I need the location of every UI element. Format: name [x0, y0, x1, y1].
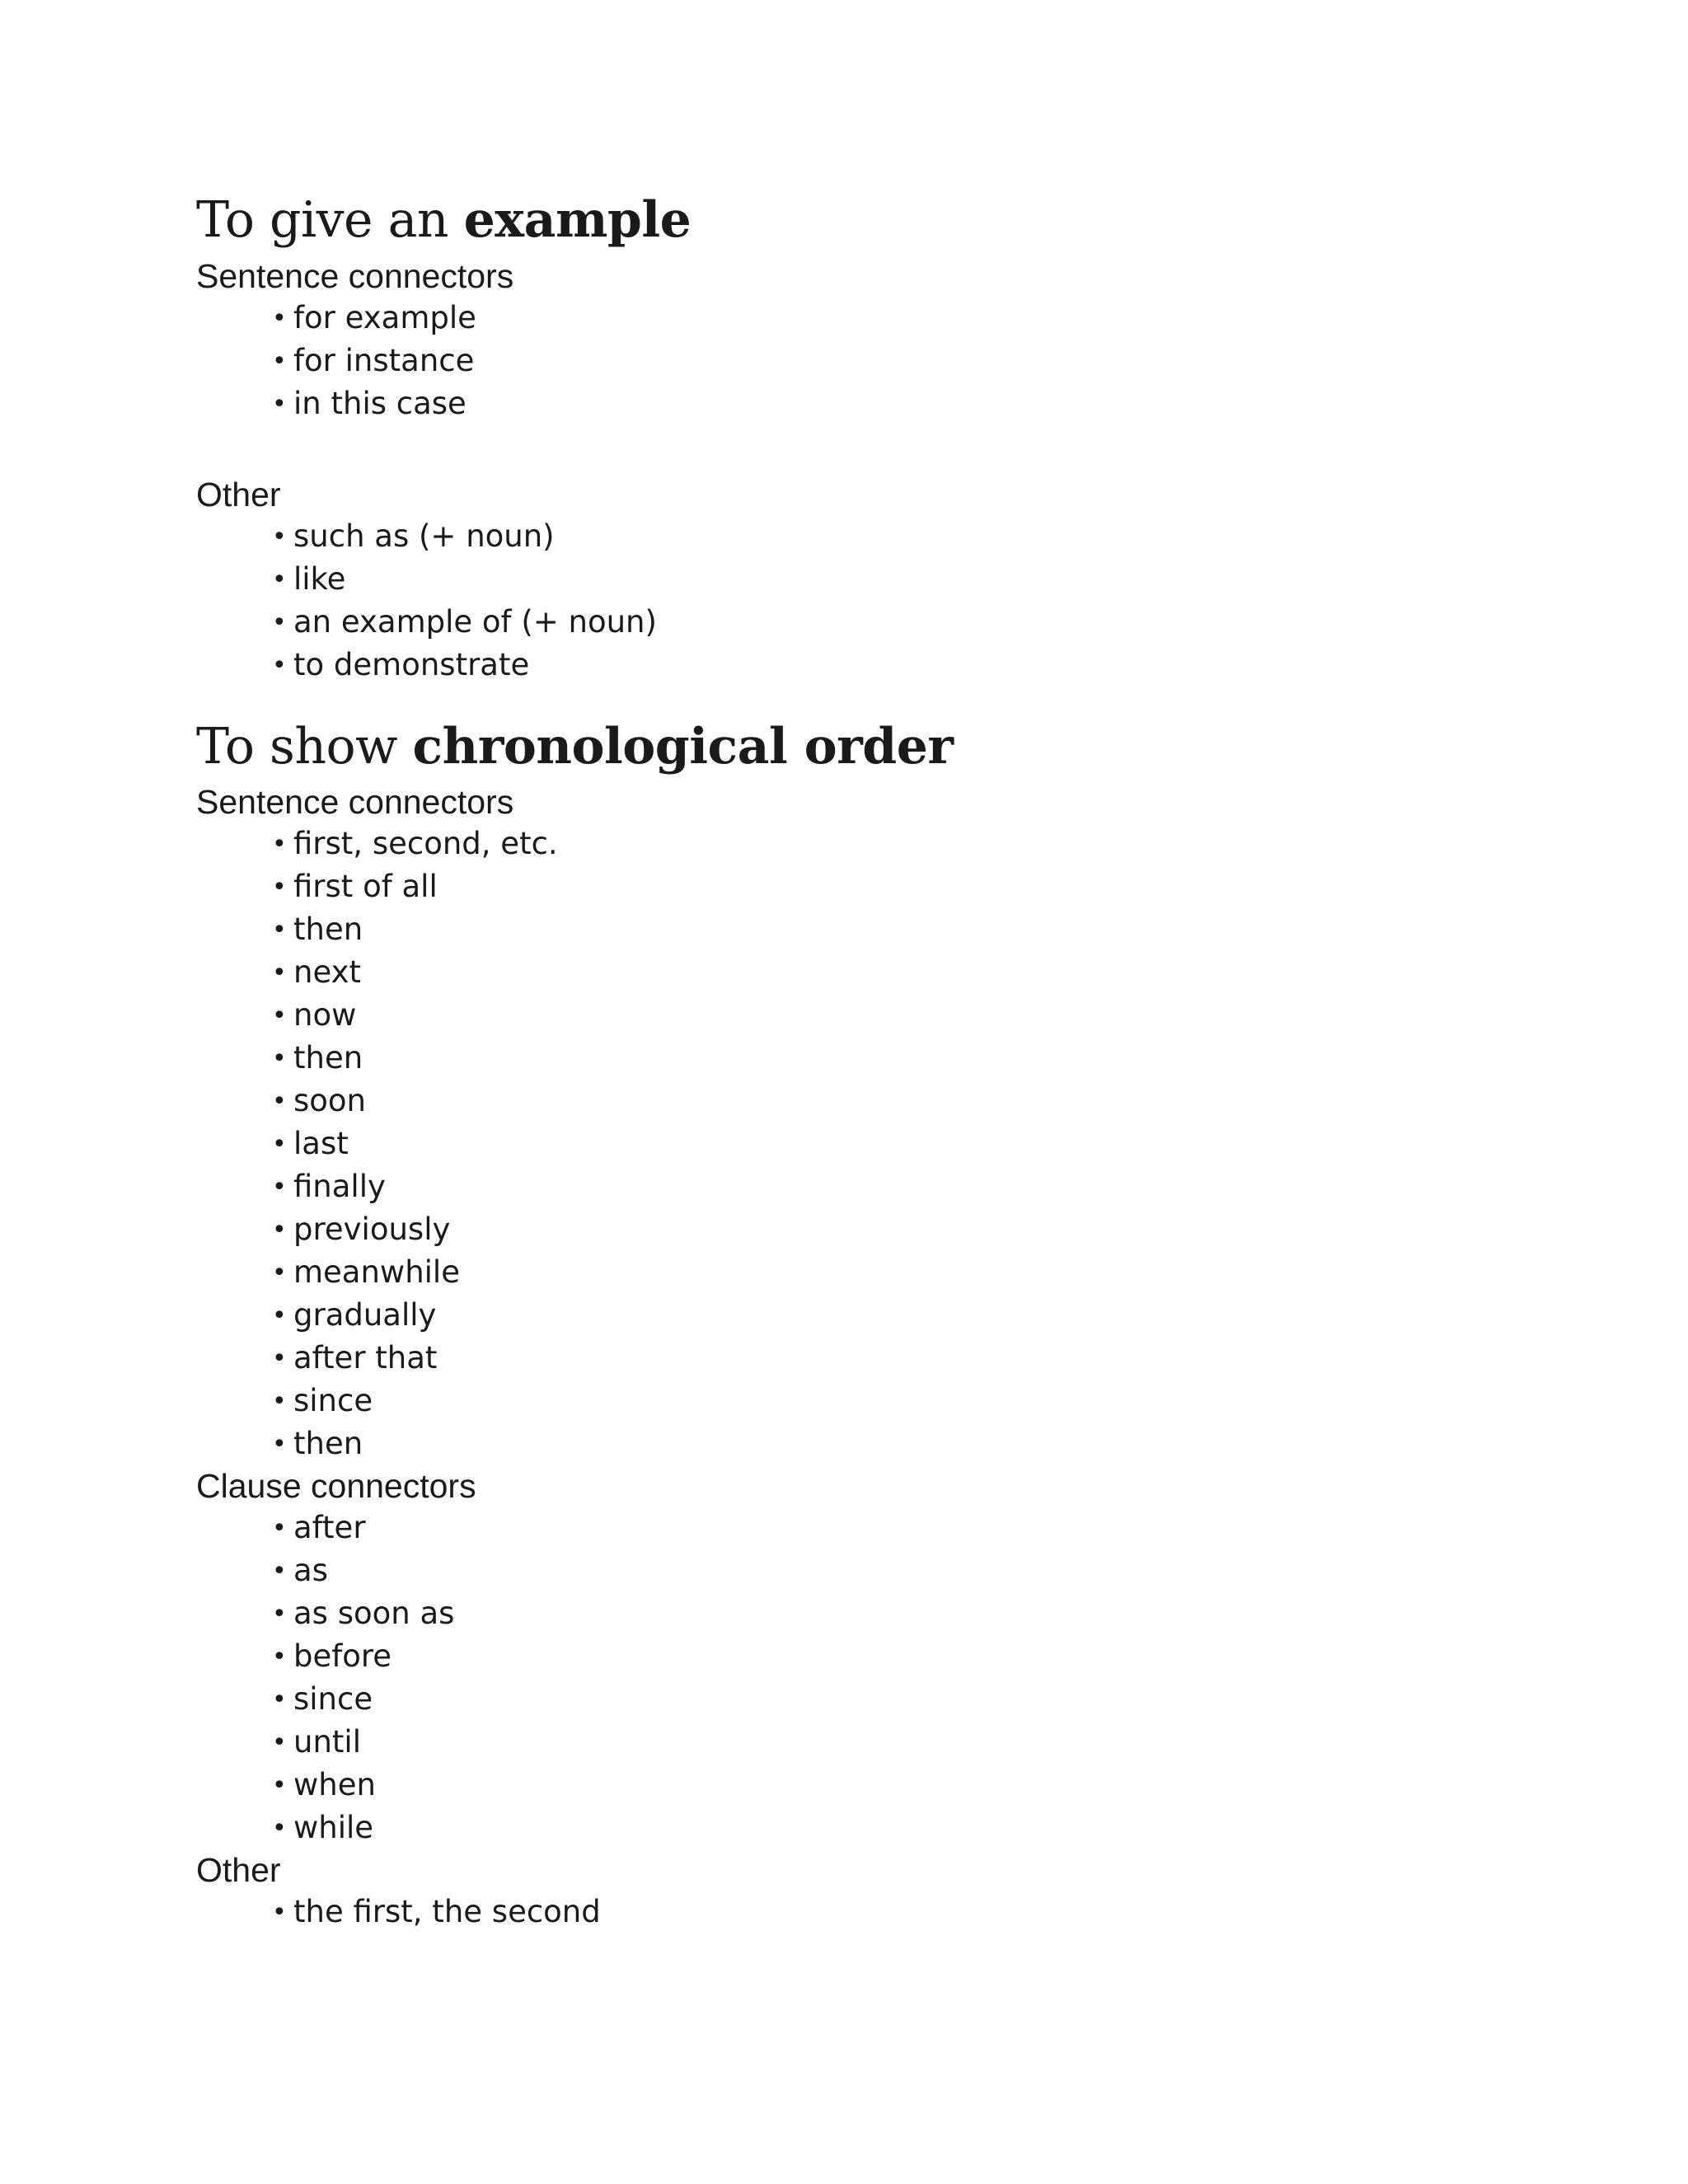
- list-item-text: since: [293, 1681, 373, 1717]
- example-sentence-connectors-list: [196, 297, 1515, 425]
- list-item-text: as soon as: [293, 1596, 455, 1631]
- list-item-text: an example of (+ noun): [293, 604, 657, 640]
- list-item-text: previously: [293, 1212, 451, 1247]
- list-item-text: for example: [293, 300, 476, 335]
- list-item: [272, 1080, 1515, 1122]
- bullet-icon: •: [272, 916, 287, 944]
- subheading-sentence-connectors: Sentence connectors: [196, 257, 514, 295]
- section-title-example: [196, 191, 1515, 249]
- list-item: [272, 297, 1515, 340]
- list-item: [272, 1208, 1515, 1251]
- list-item-text: meanwhile: [293, 1254, 460, 1290]
- section-title-chronological: [196, 718, 1515, 776]
- bullet-icon: •: [272, 651, 287, 680]
- section-chronological-order: [196, 718, 1515, 776]
- bullet-icon: •: [272, 1430, 287, 1459]
- bullet-icon: •: [272, 1258, 287, 1287]
- chronological-groups: [196, 781, 1515, 1933]
- list-item: [272, 1251, 1515, 1294]
- subheading-other: Other: [196, 1851, 281, 1889]
- list-item: [272, 1037, 1515, 1080]
- bullet-icon: •: [272, 1685, 287, 1714]
- bullet-icon: •: [272, 1301, 287, 1330]
- bullet-icon: •: [272, 1044, 287, 1073]
- bullet-icon: •: [272, 958, 287, 987]
- list-item-text: after: [293, 1510, 366, 1545]
- bullet-icon: •: [272, 390, 287, 419]
- section-title-plain: To give an: [196, 191, 464, 249]
- subheading-sentence-connectors: Sentence connectors: [196, 783, 514, 821]
- list-item: [272, 951, 1515, 994]
- list-item-text: before: [293, 1638, 392, 1674]
- bullet-icon: •: [272, 1643, 287, 1671]
- list-item-text: until: [293, 1724, 361, 1760]
- bullet-icon: •: [272, 830, 287, 859]
- chronological-clause-connectors-list: [196, 1507, 1515, 1849]
- list-item: [272, 1891, 1515, 1933]
- list-item-text: after that: [293, 1340, 438, 1376]
- bullet-icon: •: [272, 1557, 287, 1586]
- bullet-icon: •: [272, 304, 287, 333]
- section-title-bold: example: [463, 191, 692, 249]
- bullet-icon: •: [272, 565, 287, 594]
- list-item: [272, 1422, 1515, 1465]
- list-item-text: when: [293, 1767, 376, 1802]
- list-item: [272, 644, 1515, 687]
- list-item-text: like: [293, 561, 346, 597]
- list-item-text: to demonstrate: [293, 647, 530, 682]
- bullet-icon: •: [272, 1514, 287, 1543]
- list-item-text: since: [293, 1383, 373, 1418]
- list-item: [272, 1635, 1515, 1678]
- bullet-icon: •: [272, 1173, 287, 1202]
- list-item-text: now: [293, 997, 357, 1033]
- list-item: [272, 1549, 1515, 1592]
- section-title-plain: To show: [196, 718, 413, 776]
- bullet-icon: •: [272, 1600, 287, 1629]
- list-item: [272, 1337, 1515, 1380]
- bullet-icon: •: [272, 1344, 287, 1373]
- bullet-icon: •: [272, 1087, 287, 1116]
- list-item: [272, 382, 1515, 425]
- section-title-bold: chronological order: [412, 718, 954, 776]
- bullet-icon: •: [272, 1898, 287, 1927]
- bullet-icon: •: [272, 523, 287, 551]
- subheading-clause-connectors: Clause connectors: [196, 1467, 476, 1505]
- list-item: [272, 1807, 1515, 1849]
- list-item: [272, 1764, 1515, 1807]
- list-item-text: for instance: [293, 343, 475, 378]
- list-item-text: last: [293, 1126, 349, 1161]
- bullet-icon: •: [272, 608, 287, 637]
- chronological-sentence-connectors-list: [196, 823, 1515, 1465]
- list-item: [272, 1122, 1515, 1165]
- list-item: [272, 558, 1515, 601]
- list-item: [272, 1165, 1515, 1208]
- list-item: [272, 994, 1515, 1037]
- list-item: [272, 823, 1515, 865]
- list-item: [272, 515, 1515, 558]
- list-item-text: while: [293, 1810, 374, 1845]
- example-other-list: [196, 515, 1515, 687]
- list-item: [272, 601, 1515, 644]
- bullet-icon: •: [272, 1216, 287, 1244]
- bullet-icon: •: [272, 873, 287, 902]
- example-sentence-connectors-group: [196, 255, 1515, 425]
- list-item: [272, 340, 1515, 382]
- list-item-text: finally: [293, 1169, 386, 1204]
- list-item-text: first of all: [293, 869, 438, 904]
- list-item-text: then: [293, 912, 363, 947]
- list-item-text: soon: [293, 1083, 367, 1118]
- list-item-text: then: [293, 1040, 363, 1076]
- bullet-icon: •: [272, 1728, 287, 1757]
- list-item: [272, 1294, 1515, 1337]
- list-item: [272, 908, 1515, 951]
- example-other-group: [196, 474, 1515, 687]
- bullet-icon: •: [272, 1814, 287, 1843]
- bullet-icon: •: [272, 347, 287, 376]
- list-item: [272, 1678, 1515, 1721]
- bullet-icon: •: [272, 1771, 287, 1800]
- chronological-other-list: [196, 1891, 1515, 1933]
- subheading-other: Other: [196, 476, 281, 513]
- bullet-icon: •: [272, 1001, 287, 1030]
- list-item: [272, 1380, 1515, 1422]
- list-item-text: the first, the second: [293, 1894, 601, 1929]
- list-item: [272, 1721, 1515, 1764]
- list-item-text: gradually: [293, 1297, 437, 1333]
- list-item: [272, 865, 1515, 908]
- bullet-icon: •: [272, 1387, 287, 1416]
- list-item: [272, 1507, 1515, 1549]
- list-item-text: in this case: [293, 386, 467, 421]
- list-item-text: first, second, etc.: [293, 826, 558, 861]
- section-example: [196, 191, 1515, 249]
- list-item-text: next: [293, 954, 361, 990]
- list-item-text: such as (+ noun): [293, 518, 555, 554]
- bullet-icon: •: [272, 1130, 287, 1159]
- list-item-text: then: [293, 1426, 363, 1461]
- list-item-text: as: [293, 1553, 328, 1588]
- list-item: [272, 1592, 1515, 1635]
